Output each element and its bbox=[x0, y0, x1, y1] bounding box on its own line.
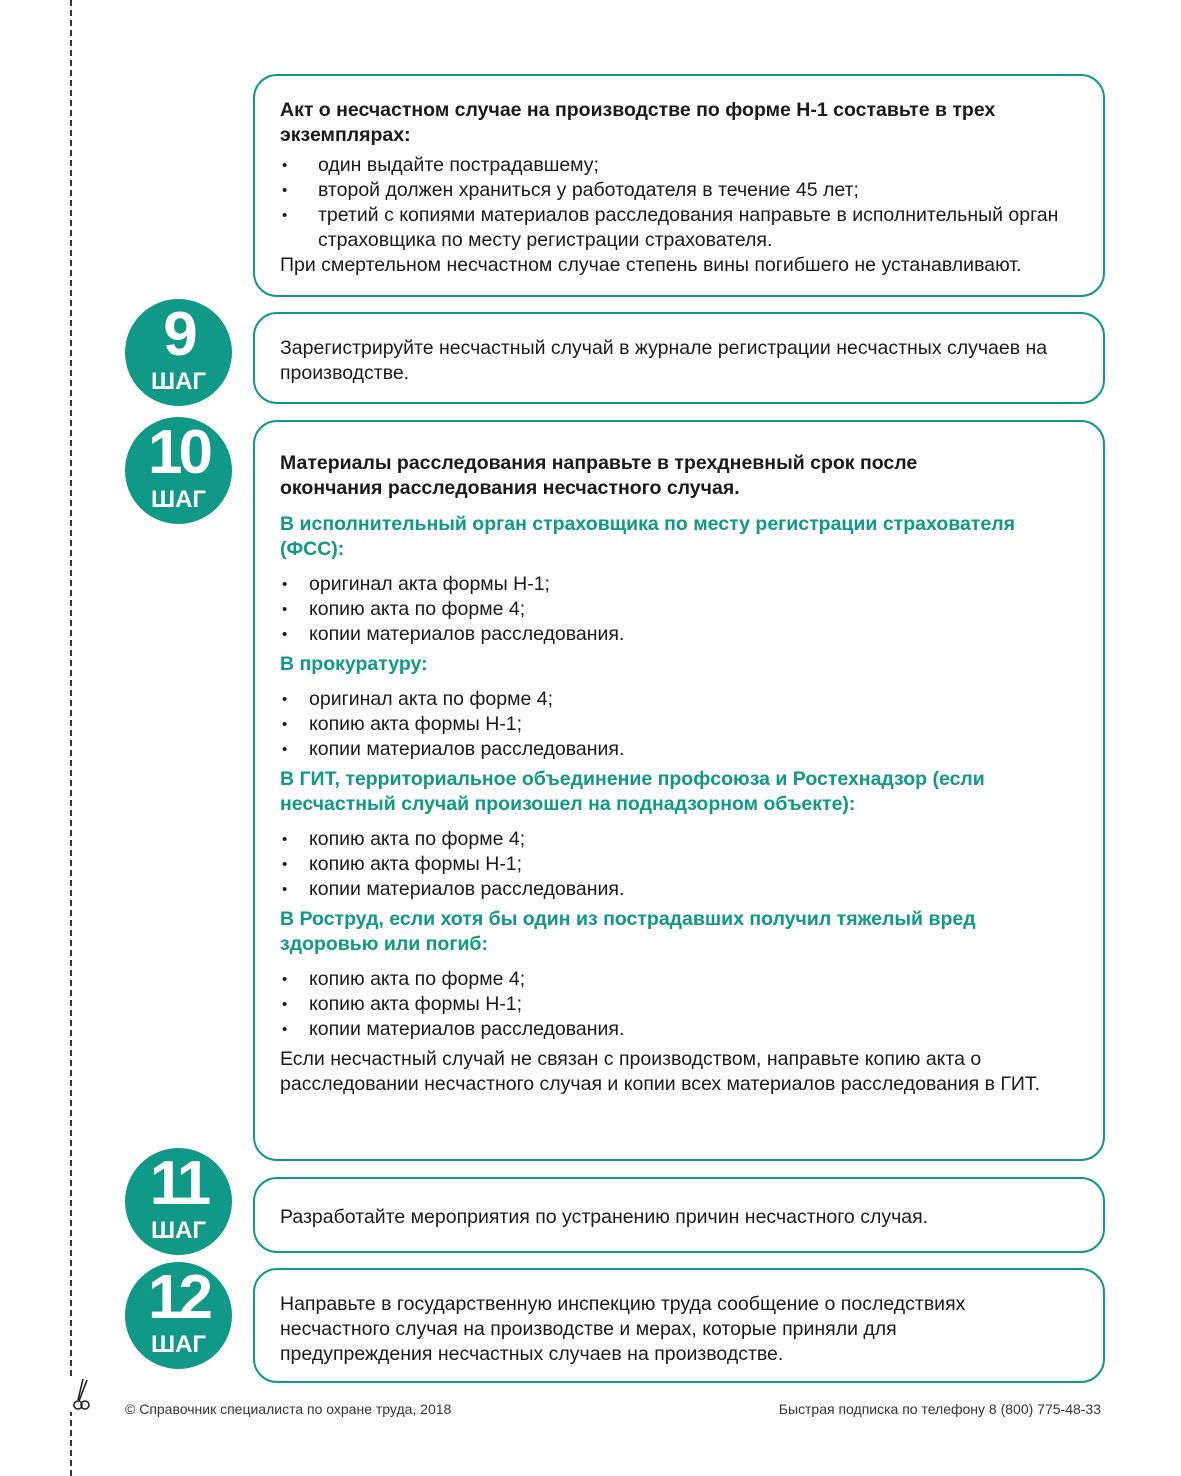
list-item: • копии материалов расследования. bbox=[280, 1017, 1079, 1042]
step-11-badge bbox=[125, 1148, 232, 1255]
step-12-badge bbox=[125, 1262, 232, 1369]
group-heading-rostrud: В Роструд, если хотя бы один из пострадавших получил тяжелый вред здоровью или погиб: bbox=[280, 908, 976, 955]
list-item: • копии материалов расследования. bbox=[280, 877, 1079, 902]
act-box bbox=[253, 74, 1105, 297]
group-heading-git: В ГИТ, территориальное объединение профсоюза и Ростехнадзор (если несчастный случай произошел на поднадзорном объекте): bbox=[280, 768, 985, 815]
group-heading-fss: В исполнительный орган страховщика по месту регистрации страхователя (ФСС): bbox=[280, 513, 1015, 560]
list-item: • копии материалов расследования. bbox=[280, 622, 1079, 647]
list-item: • один выдайте пострадавшему; bbox=[280, 153, 1079, 178]
list-item: • третий с копиями материалов расследования направьте в исполнительный орган страховщика по месту регистрации страхователя. bbox=[280, 203, 1079, 253]
step-label: ШАГ bbox=[150, 1217, 207, 1244]
list-item: • оригинал акта формы Н-1; bbox=[280, 572, 1079, 597]
step-9-text: Зарегистрируйте несчастный случай в журнале регистрации несчастных случаев на производстве. bbox=[280, 337, 1048, 384]
step-11-box bbox=[253, 1177, 1105, 1253]
group-list-rostrud bbox=[280, 967, 1079, 1042]
act-note: При смертельном несчастном случае степень вины погибшего не устанавливают. bbox=[280, 254, 1022, 276]
step-10-badge bbox=[125, 417, 232, 524]
group-list-git bbox=[280, 827, 1079, 902]
footer-subscription: Быстрая подписка по телефону 8 (800) 775-48-33 bbox=[778, 1401, 1101, 1417]
step-label: ШАГ bbox=[150, 486, 207, 513]
step-11-text: Разработайте мероприятия по устранению причин несчастного случая. bbox=[280, 1206, 929, 1228]
list-item: • копию акта формы Н-1; bbox=[280, 852, 1079, 877]
list-item: • копии материалов расследования. bbox=[280, 737, 1079, 762]
step-9-box bbox=[253, 312, 1105, 404]
scissors-icon bbox=[70, 1378, 96, 1412]
cut-line bbox=[70, 0, 72, 1476]
group-heading-prosecutor: В прокуратуру: bbox=[280, 653, 428, 675]
step-number: 12 bbox=[148, 1263, 209, 1332]
list-item: • второй должен храниться у работодателя в течение 45 лет; bbox=[280, 178, 1079, 203]
step-number: 10 bbox=[148, 418, 209, 487]
act-list bbox=[280, 153, 1079, 253]
step-10-title: Материалы расследования направьте в трехдневный срок после окончания расследования несчастного случая. bbox=[280, 452, 918, 499]
act-title: Акт о несчастном случае на производстве по форме Н-1 составьте в трех экземплярах: bbox=[280, 99, 996, 146]
step-10-box bbox=[253, 420, 1105, 1161]
group-list-prosecutor bbox=[280, 687, 1079, 762]
list-item: • копию акта формы Н-1; bbox=[280, 992, 1079, 1017]
step-number: 11 bbox=[149, 1149, 208, 1218]
step-10-note: Если несчастный случай не связан с производством, направьте копию акта о расследовании несчастного случая и копии всех материалов расследования в ГИТ. bbox=[280, 1048, 1041, 1095]
list-item: • копию акта по форме 4; bbox=[280, 967, 1079, 992]
list-item: • копию акта формы Н-1; bbox=[280, 712, 1079, 737]
step-label: ШАГ bbox=[150, 368, 207, 395]
list-item: • оригинал акта по форме 4; bbox=[280, 687, 1079, 712]
step-number: 9 bbox=[163, 300, 194, 369]
step-12-box bbox=[253, 1268, 1105, 1383]
step-label: ШАГ bbox=[150, 1331, 207, 1358]
step-9-badge bbox=[125, 299, 232, 406]
step-12-text: Направьте в государственную инспекцию труда сообщение о последствиях несчастного случая на производстве и мерах, которые приняли для предупреждения несчастных случаев на производстве. bbox=[280, 1293, 966, 1365]
list-item: • копию акта по форме 4; bbox=[280, 827, 1079, 852]
group-list-fss bbox=[280, 572, 1079, 647]
list-item: • копию акта по форме 4; bbox=[280, 597, 1079, 622]
footer-copyright: © Справочник специалиста по охране труда, 2018 bbox=[125, 1401, 452, 1417]
